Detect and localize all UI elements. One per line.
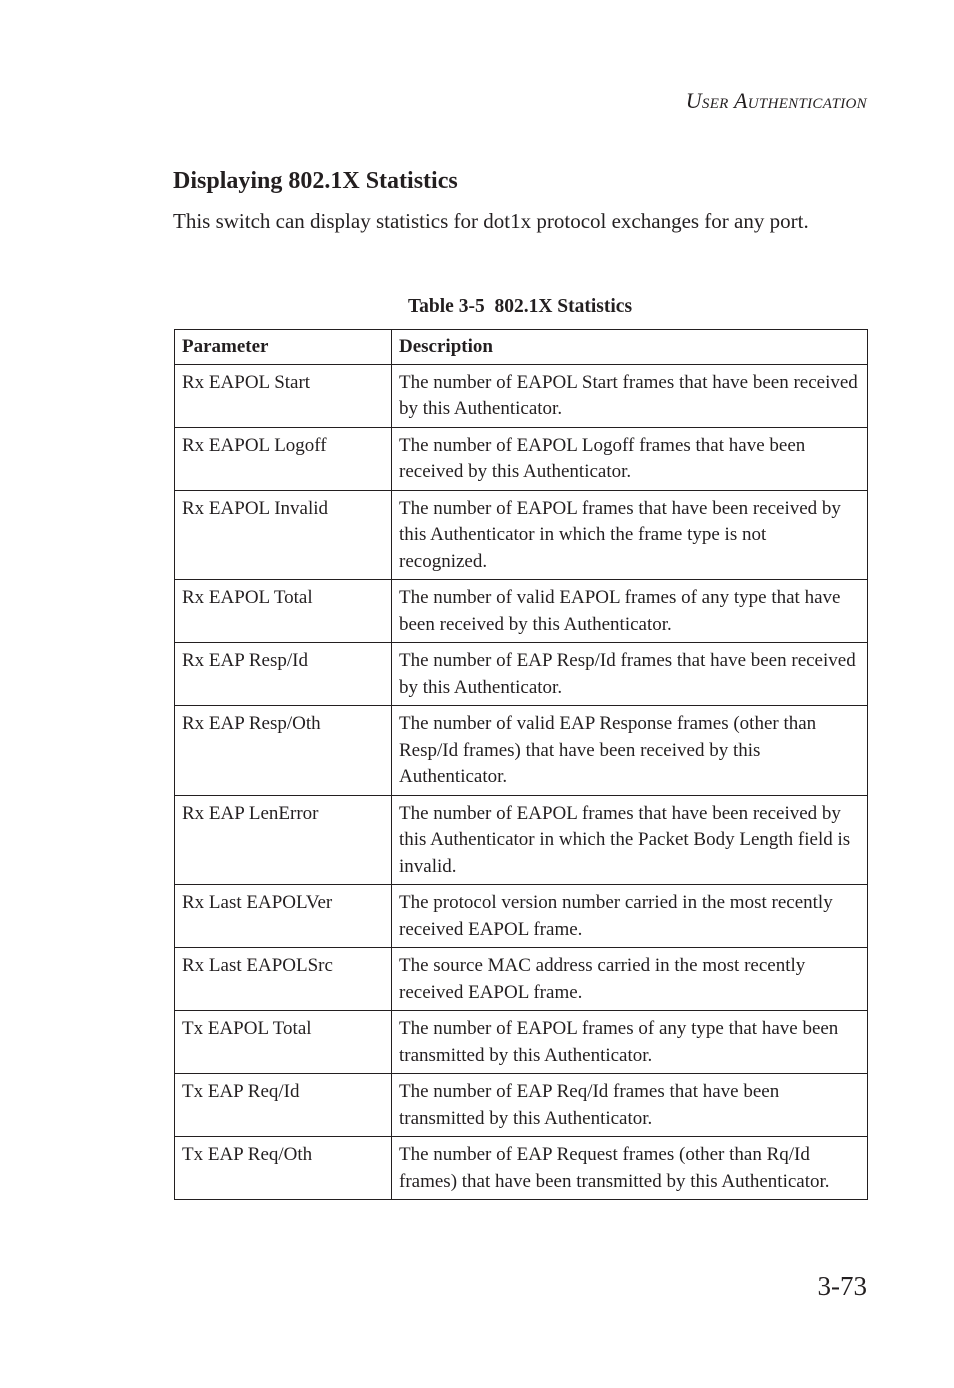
description-cell: The number of valid EAPOL frames of any type that have been received by this Authenticator.	[392, 580, 868, 643]
parameter-cell: Tx EAP Req/Oth	[175, 1137, 392, 1200]
parameter-cell: Rx EAPOL Start	[175, 364, 392, 427]
description-cell: The number of EAPOL Start frames that have been received by this Authenticator.	[392, 364, 868, 427]
table-row	[175, 580, 868, 643]
intro-paragraph: This switch can display statistics for dot1x protocol exchanges for any port.	[173, 209, 809, 233]
description-cell: The number of EAPOL Logoff frames that have been received by this Authenticator.	[392, 427, 868, 490]
table-row	[175, 706, 868, 796]
description-cell: The source MAC address carried in the most recently received EAPOL frame.	[392, 948, 868, 1011]
table-row	[175, 948, 868, 1011]
table-row	[175, 795, 868, 885]
description-cell: The number of EAP Resp/Id frames that have been received by this Authenticator.	[392, 643, 868, 706]
statistics-table	[174, 329, 868, 1200]
description-cell: The number of EAPOL frames of any type that have been transmitted by this Authenticator.	[392, 1011, 868, 1074]
description-cell: The number of EAP Req/Id frames that have been transmitted by this Authenticator.	[392, 1074, 868, 1137]
table-row	[175, 1137, 868, 1200]
parameter-cell: Tx EAPOL Total	[175, 1011, 392, 1074]
table-caption: Table 3-5 802.1X Statistics	[407, 296, 633, 317]
description-cell: The number of EAPOL frames that have been received by this Authenticator in which the Packet Body Length field is invalid.	[392, 795, 868, 885]
parameter-cell: Rx EAP LenError	[175, 795, 392, 885]
description-cell: The number of EAPOL frames that have been received by this Authenticator in which the frame type is not recognized.	[392, 490, 868, 580]
table-row	[175, 427, 868, 490]
parameter-cell: Tx EAP Req/Id	[175, 1074, 392, 1137]
table-row	[175, 643, 868, 706]
table-row	[175, 1074, 868, 1137]
section-title: Displaying 802.1X Statistics	[173, 168, 458, 194]
page-number: 3-73	[817, 1271, 867, 1301]
parameter-cell: Rx Last EAPOLVer	[175, 885, 392, 948]
header-parameter: Parameter	[175, 330, 392, 365]
table-header-row	[175, 330, 868, 365]
parameter-cell: Rx EAP Resp/Id	[175, 643, 392, 706]
parameter-cell: Rx EAPOL Invalid	[175, 490, 392, 580]
description-cell: The protocol version number carried in the most recently received EAPOL frame.	[392, 885, 868, 948]
header-description: Description	[392, 330, 868, 365]
description-cell: The number of valid EAP Response frames (other than Resp/Id frames) that have been received by this Authenticator.	[392, 706, 868, 796]
table-row	[175, 1011, 868, 1074]
running-header: User Authentication	[685, 88, 867, 113]
parameter-cell: Rx EAP Resp/Oth	[175, 706, 392, 796]
description-cell: The number of EAP Request frames (other than Rq/Id frames) that have been transmitted by this Authenticator.	[392, 1137, 868, 1200]
parameter-cell: Rx Last EAPOLSrc	[175, 948, 392, 1011]
table-row	[175, 490, 868, 580]
parameter-cell: Rx EAPOL Total	[175, 580, 392, 643]
table-row	[175, 364, 868, 427]
table-row	[175, 885, 868, 948]
parameter-cell: Rx EAPOL Logoff	[175, 427, 392, 490]
